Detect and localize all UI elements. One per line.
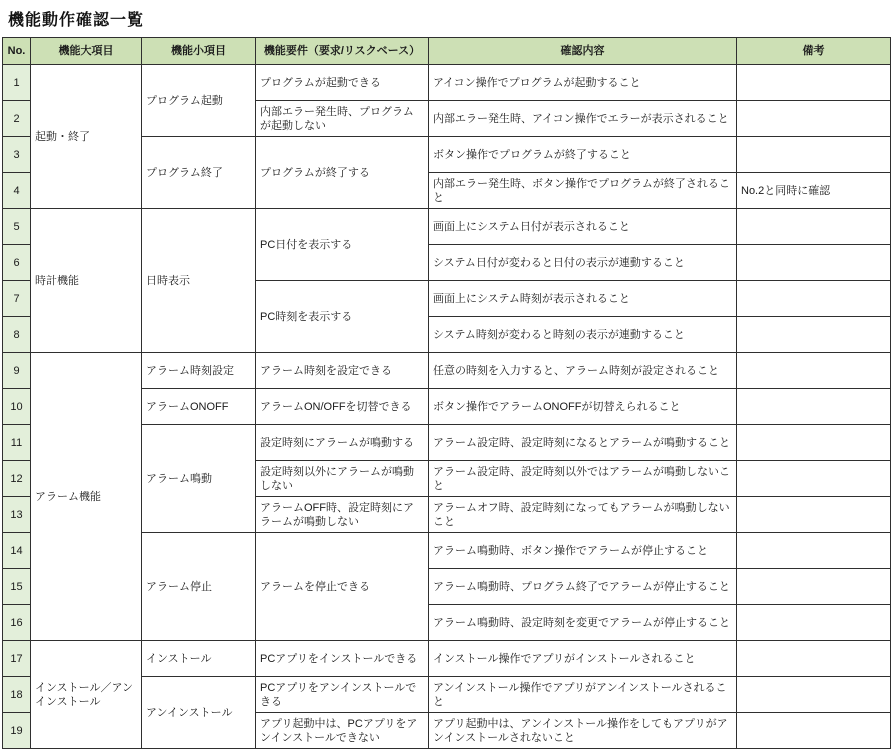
table-body — [3, 65, 891, 749]
cell-note — [737, 605, 891, 641]
cell-req: アラームOFF時、設定時刻にアラームが鳴動しない — [256, 497, 429, 533]
cell-minor: アンインストール — [142, 677, 256, 749]
cell-note — [737, 389, 891, 425]
cell-no: 2 — [3, 101, 31, 137]
table-row — [3, 209, 891, 245]
header-requirement: 機能要件（要求/リスクベース） — [256, 38, 429, 65]
cell-note — [737, 569, 891, 605]
cell-no: 5 — [3, 209, 31, 245]
header-minor-item: 機能小項目 — [142, 38, 256, 65]
cell-check: システム日付が変わると日付の表示が連動すること — [429, 245, 737, 281]
cell-req: PCアプリをインストールできる — [256, 641, 429, 677]
cell-no: 16 — [3, 605, 31, 641]
cell-req: アラームON/OFFを切替できる — [256, 389, 429, 425]
cell-req: プログラムが終了する — [256, 137, 429, 209]
cell-check: システム時刻が変わると時刻の表示が連動すること — [429, 317, 737, 353]
cell-major: 時計機能 — [31, 209, 142, 353]
cell-no: 7 — [3, 281, 31, 317]
cell-minor: 日時表示 — [142, 209, 256, 353]
cell-req: 設定時刻にアラームが鳴動する — [256, 425, 429, 461]
cell-check: アラーム鳴動時、ボタン操作でアラームが停止すること — [429, 533, 737, 569]
cell-minor: インストール — [142, 641, 256, 677]
header-row — [3, 38, 891, 65]
function-check-table — [2, 37, 891, 749]
cell-check: アイコン操作でプログラムが起動すること — [429, 65, 737, 101]
cell-major: インストール／アンインストール — [31, 641, 142, 749]
cell-note — [737, 713, 891, 749]
cell-req: PC日付を表示する — [256, 209, 429, 281]
cell-note — [737, 677, 891, 713]
cell-no: 1 — [3, 65, 31, 101]
table-row — [3, 641, 891, 677]
cell-note — [737, 425, 891, 461]
cell-check: アプリ起動中は、アンインストール操作をしてもアプリがアンインストールされないこと — [429, 713, 737, 749]
cell-req: 設定時刻以外にアラームが鳴動しない — [256, 461, 429, 497]
cell-note — [737, 281, 891, 317]
cell-no: 13 — [3, 497, 31, 533]
cell-minor: プログラム終了 — [142, 137, 256, 209]
cell-no: 6 — [3, 245, 31, 281]
cell-note — [737, 461, 891, 497]
table-row — [3, 65, 891, 101]
cell-check: インストール操作でアプリがインストールされること — [429, 641, 737, 677]
cell-check: 内部エラー発生時、アイコン操作でエラーが表示されること — [429, 101, 737, 137]
cell-no: 15 — [3, 569, 31, 605]
cell-no: 18 — [3, 677, 31, 713]
cell-check: 内部エラー発生時、ボタン操作でプログラムが終了されること — [429, 173, 737, 209]
page-title: 機能動作確認一覧 — [8, 12, 145, 29]
cell-req: アラーム時刻を設定できる — [256, 353, 429, 389]
header-confirmation: 確認内容 — [429, 38, 737, 65]
table-row — [3, 353, 891, 389]
cell-note — [737, 137, 891, 173]
cell-note — [737, 317, 891, 353]
cell-note — [737, 497, 891, 533]
cell-check: アラーム設定時、設定時刻以外ではアラームが鳴動しないこと — [429, 461, 737, 497]
cell-no: 12 — [3, 461, 31, 497]
cell-no: 4 — [3, 173, 31, 209]
cell-note — [737, 353, 891, 389]
cell-req: 内部エラー発生時、プログラムが起動しない — [256, 101, 429, 137]
cell-major: 起動・終了 — [31, 65, 142, 209]
cell-note: No.2と同時に確認 — [737, 173, 891, 209]
cell-no: 14 — [3, 533, 31, 569]
cell-no: 10 — [3, 389, 31, 425]
cell-check: アラーム設定時、設定時刻になるとアラームが鳴動すること — [429, 425, 737, 461]
header-note: 備考 — [737, 38, 891, 65]
cell-check: アラーム鳴動時、設定時刻を変更でアラームが停止すること — [429, 605, 737, 641]
cell-no: 17 — [3, 641, 31, 677]
cell-major: アラーム機能 — [31, 353, 142, 641]
cell-note — [737, 533, 891, 569]
cell-no: 11 — [3, 425, 31, 461]
cell-req: PCアプリをアンインストールできる — [256, 677, 429, 713]
cell-check: ボタン操作でプログラムが終了すること — [429, 137, 737, 173]
cell-check: アンインストール操作でアプリがアンインストールされること — [429, 677, 737, 713]
cell-check: アラーム鳴動時、プログラム終了でアラームが停止すること — [429, 569, 737, 605]
cell-check: 画面上にシステム日付が表示されること — [429, 209, 737, 245]
header-no: No. — [3, 38, 31, 65]
cell-minor: アラーム時刻設定 — [142, 353, 256, 389]
cell-req: アプリ起動中は、PCアプリをアンインストールできない — [256, 713, 429, 749]
cell-no: 9 — [3, 353, 31, 389]
cell-no: 3 — [3, 137, 31, 173]
cell-note — [737, 641, 891, 677]
cell-no: 19 — [3, 713, 31, 749]
header-major-item: 機能大項目 — [31, 38, 142, 65]
cell-minor: プログラム起動 — [142, 65, 256, 137]
cell-check: 任意の時刻を入力すると、アラーム時刻が設定されること — [429, 353, 737, 389]
cell-check: アラームオフ時、設定時刻になってもアラームが鳴動しないこと — [429, 497, 737, 533]
cell-note — [737, 245, 891, 281]
cell-minor: アラーム鳴動 — [142, 425, 256, 533]
cell-req: PC時刻を表示する — [256, 281, 429, 353]
cell-req: プログラムが起動できる — [256, 65, 429, 101]
cell-check: ボタン操作でアラームONOFFが切替えられること — [429, 389, 737, 425]
cell-minor: アラームONOFF — [142, 389, 256, 425]
cell-minor: アラーム停止 — [142, 533, 256, 641]
cell-note — [737, 65, 891, 101]
table-header — [3, 38, 891, 65]
cell-no: 8 — [3, 317, 31, 353]
cell-req: アラームを停止できる — [256, 533, 429, 641]
cell-note — [737, 209, 891, 245]
cell-note — [737, 101, 891, 137]
cell-check: 画面上にシステム時刻が表示されること — [429, 281, 737, 317]
